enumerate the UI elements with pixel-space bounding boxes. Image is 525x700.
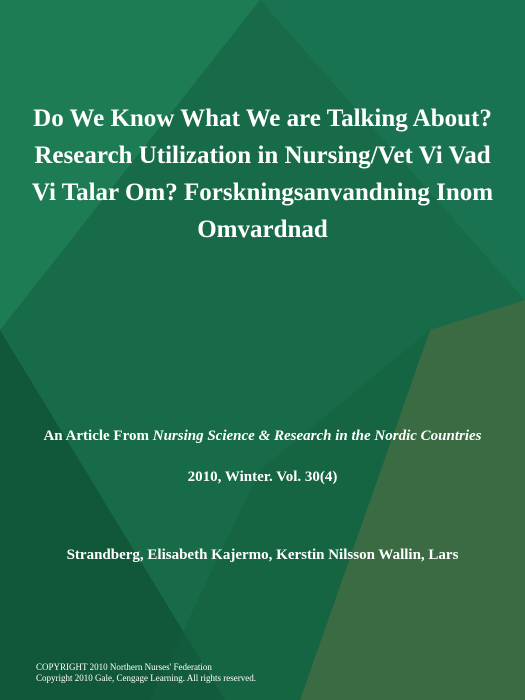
source-prefix: An Article From [43, 428, 153, 444]
source-line [40, 426, 485, 446]
copyright-line-1: COPYRIGHT 2010 Northern Nurses' Federation [36, 662, 212, 672]
cover-title: Do We Know What We are Talking About? Research Utilization in Nursing/Vet Vi Vad Vi Talar Om? Forskningsanvandning Inom Omvardnad [31, 105, 494, 243]
journal-name: Nursing Science & Research in the Nordic Countries [152, 428, 482, 444]
copyright-notice [36, 662, 256, 684]
issue-info: 2010, Winter. Vol. 30(4) [187, 469, 338, 485]
copyright-line-2: Copyright 2010 Gale, Cengage Learning. All rights reserved. [36, 673, 256, 683]
author-list: Strandberg, Elisabeth Kajermo, Kerstin Nilsson Wallin, Lars [66, 547, 459, 563]
